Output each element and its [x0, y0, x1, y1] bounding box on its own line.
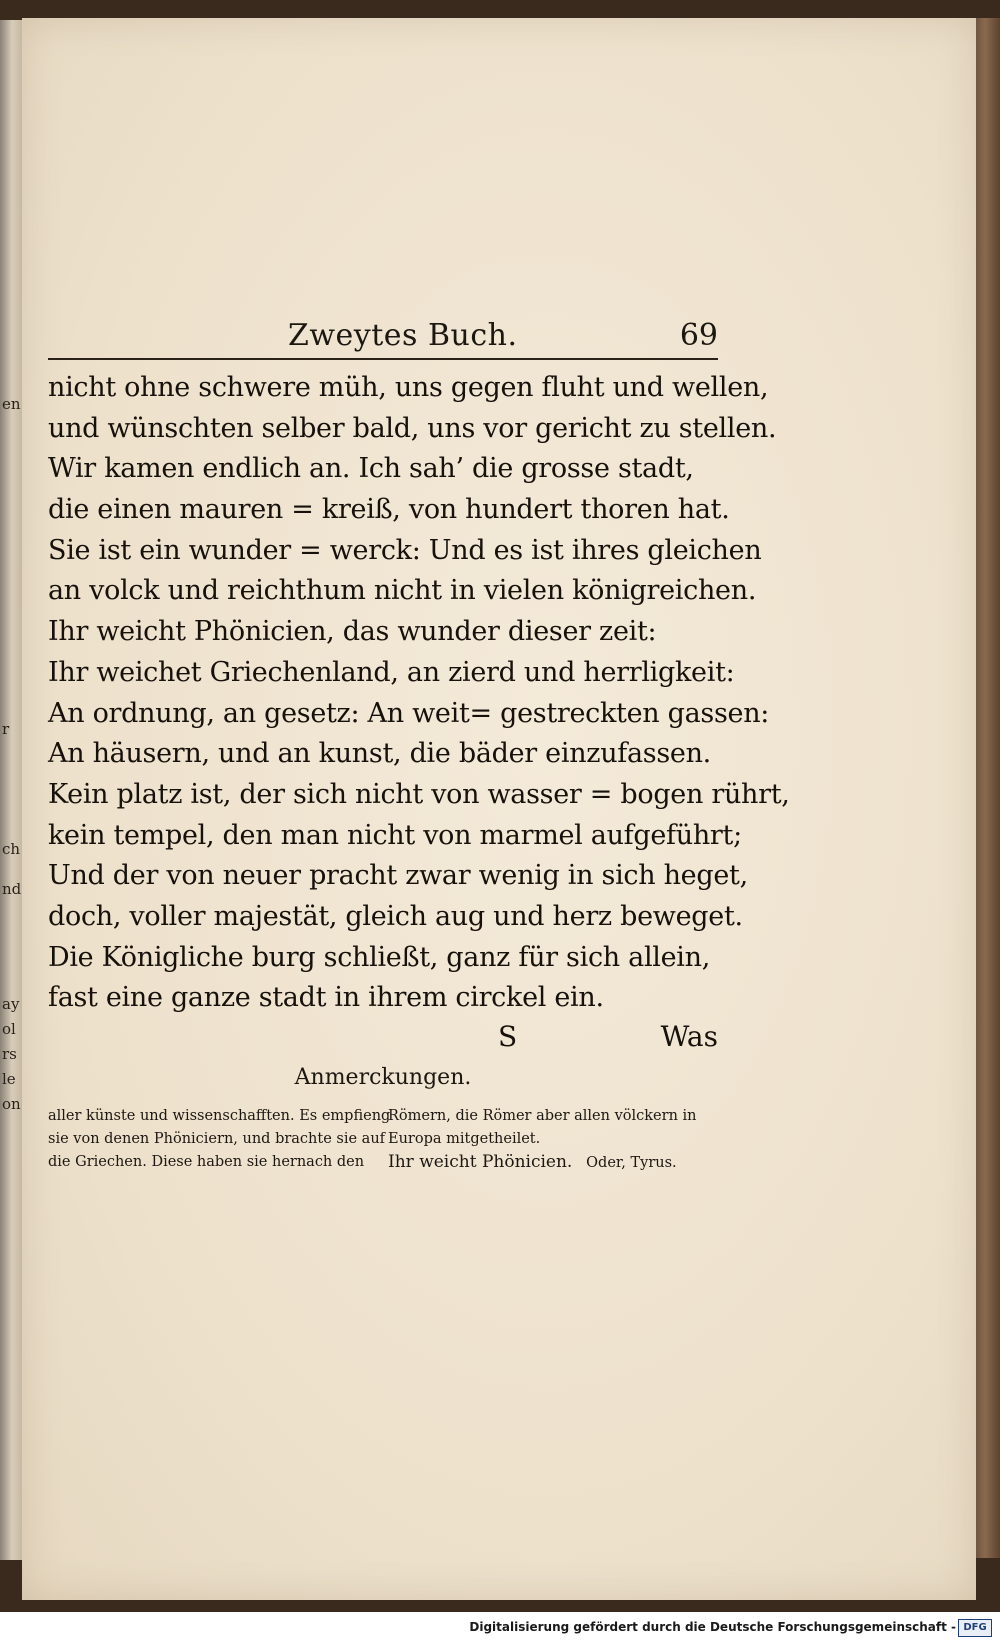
left-fragment: en [2, 395, 21, 413]
verse-line: Die Königliche burg schließt, ganz für sich allein, [48, 941, 710, 973]
notes-left-column [48, 1105, 391, 1174]
left-fragment: on [2, 1095, 21, 1113]
adjacent-page-edge [0, 20, 22, 1560]
notes-heading: Anmerckungen. [294, 1065, 472, 1090]
verse-line: Wir kamen endlich an. Ich sah’ die grosse stadt, [48, 453, 694, 485]
book-edge [975, 18, 1000, 1558]
notes-right-column [388, 1105, 718, 1175]
note-line: Europa mitgetheilet. [388, 1131, 541, 1147]
verse-line: Ihr weicht Phönicien, das wunder dieser zeit: [48, 616, 657, 648]
left-fragment: ch [2, 840, 21, 858]
running-title: Zweytes Buch. [288, 318, 518, 353]
left-fragment: le [2, 1070, 16, 1088]
note-text: Oder, Tyrus. [586, 1155, 677, 1171]
left-fragment: nd [2, 880, 22, 898]
running-head [48, 318, 718, 360]
verse-block [48, 368, 790, 1019]
note-line [388, 1151, 718, 1175]
verse-line: Sie ist ein wunder = werck: Und es ist ihres gleichen [48, 534, 762, 566]
verse-line: nicht ohne schwere müh, uns gegen fluht und wellen, [48, 372, 769, 403]
verse-line: die einen mauren = kreiß, von hundert thoren hat. [48, 494, 730, 526]
left-fragment: ay [2, 995, 20, 1013]
note-line: Römern, die Römer aber allen völckern in [388, 1108, 697, 1124]
verse-line: An häusern, und an kunst, die bäder einzufassen. [48, 738, 711, 770]
note-line: sie von denen Phöniciern, und brachte sie auf [48, 1131, 386, 1147]
left-fragment: r [2, 720, 10, 738]
note-line: die Griechen. Diese haben sie hernach den [48, 1154, 365, 1170]
verse-line: und wünschten selber bald, uns vor gericht zu stellen. [48, 412, 777, 444]
verse-line: fast eine ganze stadt in ihrem circkel ein. [48, 982, 604, 1014]
page-number: 69 [679, 318, 718, 353]
catchword: Was [660, 1020, 718, 1053]
note-line: aller künste und wissenschafften. Es empfieng [48, 1108, 391, 1124]
verse-line: kein tempel, den man nicht von marmel aufgeführt; [48, 819, 742, 851]
catchword-row [48, 1020, 718, 1060]
verse-line: An ordnung, an gesetz: An weit= gestreckten gassen: [48, 697, 770, 729]
verse-line: Ihr weichet Griechenland, an zierd und herrligkeit: [48, 656, 735, 688]
dfg-logo-icon: DFG [958, 1619, 992, 1637]
digitization-footer [0, 1612, 1000, 1646]
notes-block [48, 1105, 718, 1195]
left-fragment: rs [2, 1045, 17, 1063]
verse-line: doch, voller majestät, gleich aug und herz beweget. [48, 900, 743, 932]
verse-line: Kein platz ist, der sich nicht von wasser = bogen rührt, [48, 778, 790, 810]
left-fragment: ol [2, 1020, 16, 1038]
funding-credit: Digitalisierung gefördert durch die Deutsche Forschungsgemeinschaft - [469, 1620, 956, 1634]
signature-mark: S [498, 1020, 518, 1053]
verse-line: an volck und reichthum nicht in vielen königreichen. [48, 575, 757, 607]
note-reference: Ihr weicht Phönicien. [388, 1152, 573, 1172]
verse-line: Und der von neuer pracht zwar wenig in sich heget, [48, 860, 748, 892]
